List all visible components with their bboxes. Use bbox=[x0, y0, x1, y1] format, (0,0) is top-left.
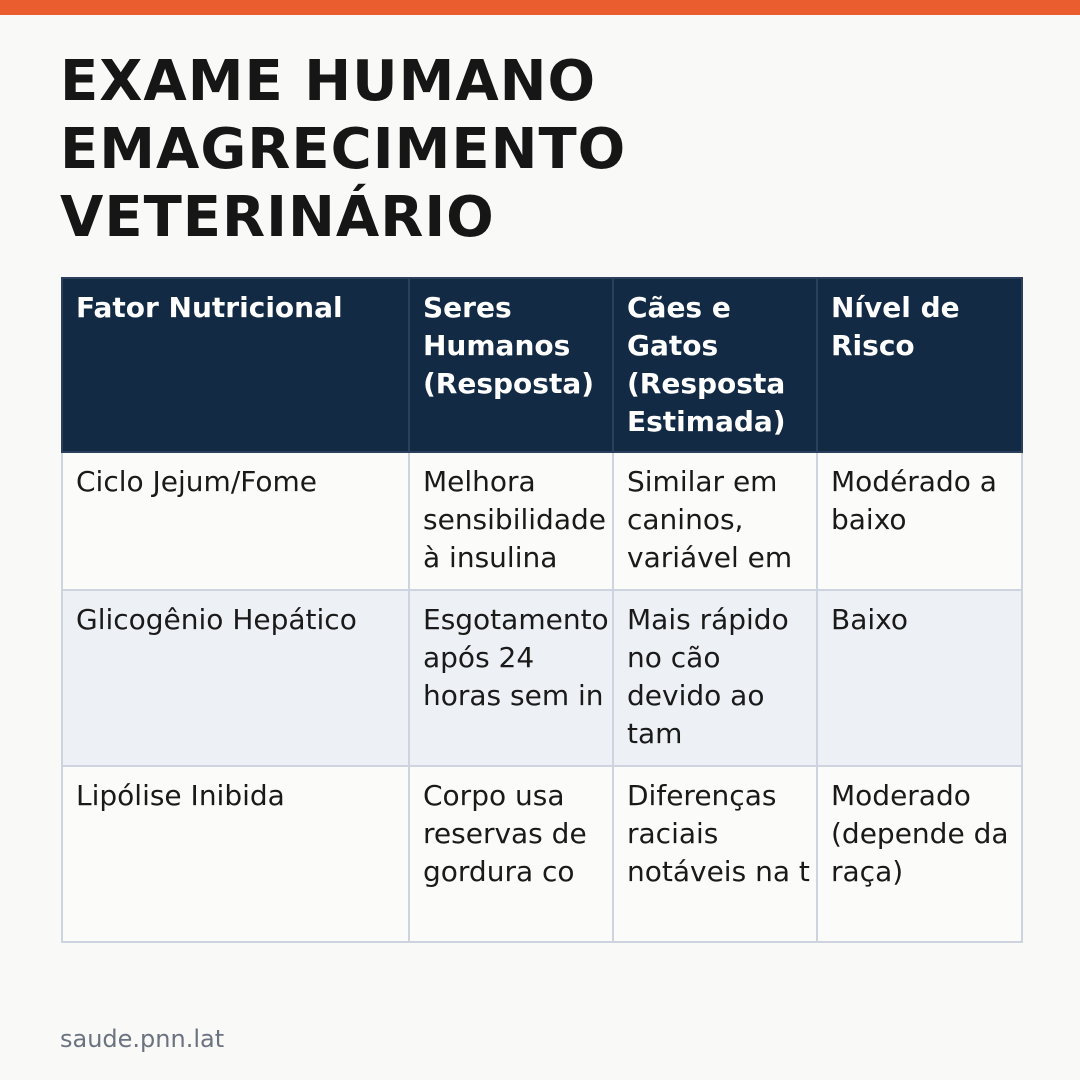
table-cell-humans: Esgotamento após 24 horas sem in bbox=[409, 590, 613, 766]
table-cell-pets: Diferenças raciais notáveis na t bbox=[613, 766, 817, 942]
table-cell-pets: Similar em caninos, variável em bbox=[613, 452, 817, 590]
table-cell-risk: Moderado (depende da raça) bbox=[817, 766, 1022, 942]
header-nivel-de-risco: Nível de Risco bbox=[817, 278, 1022, 452]
table-cell-factor: Ciclo Jejum/Fome bbox=[62, 452, 409, 590]
header-fator-nutricional: Fator Nutricional bbox=[62, 278, 409, 452]
table-cell-humans: Corpo usa reservas de gordura co bbox=[409, 766, 613, 942]
page-title bbox=[60, 48, 1020, 252]
table-cell-factor: Glicogênio Hepático bbox=[62, 590, 409, 766]
table-header-row bbox=[62, 278, 1022, 452]
title-line-3: VETERINÁRIO bbox=[60, 185, 495, 250]
table-row bbox=[62, 452, 1022, 590]
footer-site-link[interactable]: saude.pnn.lat bbox=[60, 1025, 225, 1053]
table-row bbox=[62, 766, 1022, 942]
table-cell-factor: Lipólise Inibida bbox=[62, 766, 409, 942]
table-cell-pets: Mais rápido no cão devido ao tam bbox=[613, 590, 817, 766]
comparison-table bbox=[61, 277, 1023, 943]
header-seres-humanos: Seres Humanos (Resposta) bbox=[409, 278, 613, 452]
table-cell-humans: Melhora sensibilidade à insulina bbox=[409, 452, 613, 590]
title-line-1: EXAME HUMANO bbox=[60, 49, 597, 114]
header-caes-e-gatos: Cães e Gatos (Resposta Estimada) bbox=[613, 278, 817, 452]
table-cell-risk: Modérado a baixo bbox=[817, 452, 1022, 590]
table-cell-risk: Baixo bbox=[817, 590, 1022, 766]
title-line-2: EMAGRECIMENTO bbox=[60, 117, 627, 182]
table-row bbox=[62, 590, 1022, 766]
accent-bar bbox=[0, 0, 1080, 15]
